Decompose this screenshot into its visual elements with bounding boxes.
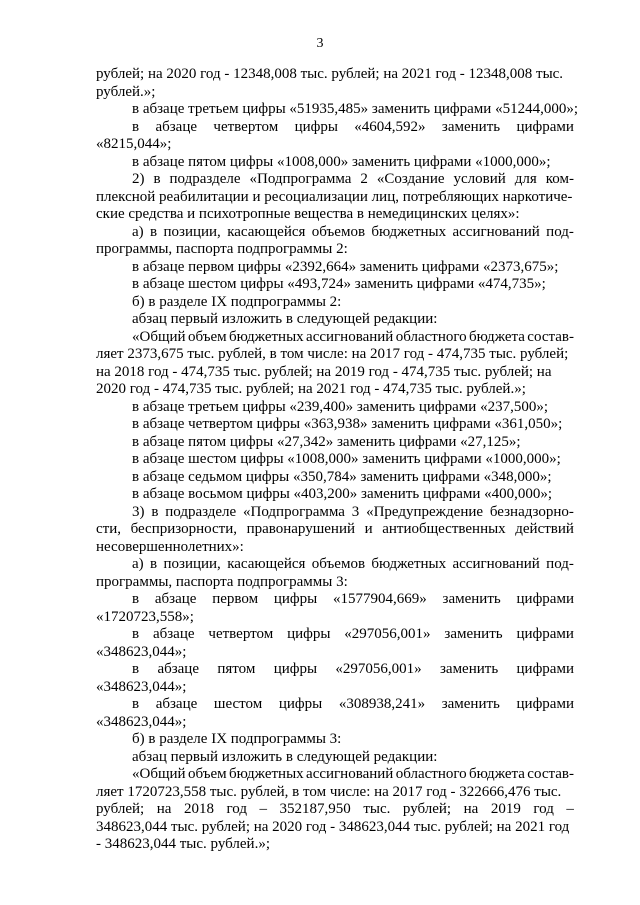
text-line: «1720723,558»;	[96, 608, 194, 625]
text-line: в абзаце пятом цифры «27,342» заменить цифрами «27,125»;	[132, 433, 521, 450]
text-line: плексной реабилитации и ресоциализации лиц, потребляющих наркотиче-	[96, 188, 573, 205]
text-line: рублей; на 2018 год – 352187,950 тыс. рублей; на 2019 год –	[96, 801, 574, 817]
text-line: ляет 2373,675 тыс. рублей, в том числе: на 2017 год - 474,735 тыс. рублей;	[96, 346, 569, 362]
text-line: в абзаце третьем цифры «239,400» заменить цифрами «237,500»;	[132, 398, 548, 415]
text-line: «8215,044»;	[96, 136, 172, 152]
text-line: 3) в подразделе «Подпрограмма 3 «Предупреждение безнадзорно-	[132, 503, 574, 520]
text-line: в абзаце четвертом цифры «297056,001» заменить цифрами	[132, 626, 574, 642]
text-line: в абзаце третьем цифры «51935,485» заменить цифрами «51244,000»;	[132, 101, 578, 117]
text-line: абзац первый изложить в следующей редакции:	[132, 748, 438, 765]
text-line: 348623,044 тыс. рублей; на 2020 год - 348623,044 тыс. рублей; на 2021 год	[96, 818, 570, 835]
text-line: в абзаце восьмом цифры «403,200» заменить цифрами «400,000»;	[132, 486, 553, 502]
text-line: в абзаце четвертом цифры «4604,592» заменить цифрами	[132, 118, 574, 135]
text-line: в абзаце четвертом цифры «363,938» заменить цифрами «361,050»;	[132, 416, 563, 432]
text-line: несовершеннолетних»:	[96, 538, 244, 555]
text-line: абзац первый изложить в следующей редакции:	[132, 311, 438, 327]
text-line: 2020 год - 474,735 тыс. рублей; на 2021 год - 474,735 тыс. рублей.»;	[96, 381, 526, 397]
text-line: «Общий объем бюджетных ассигнований областного бюджета состав-	[132, 766, 574, 782]
text-line: в абзаце седьмом цифры «350,784» заменить цифрами «348,000»;	[132, 468, 552, 485]
text-line: а) в позиции, касающейся объемов бюджетных ассигнований под-	[132, 223, 574, 240]
text-line: в абзаце первом цифры «1577904,669» заменить цифрами	[132, 591, 574, 607]
text-line: в абзаце шестом цифры «493,724» заменить цифрами «474,735»;	[132, 276, 546, 292]
text-line: программы, паспорта подпрограммы 2:	[96, 241, 348, 257]
text-line: в абзаце пятом цифры «1008,000» заменить цифрами «1000,000»;	[132, 153, 551, 170]
text-line: рублей.»;	[96, 83, 156, 100]
text-line: «348623,044»;	[96, 713, 187, 730]
text-line: сти, беспризорности, правонарушений и антиобщественных действий	[96, 521, 574, 537]
text-line: ские средства и психотропные вещества в немедицинских целях»:	[96, 206, 520, 222]
text-line: в абзаце шестом цифры «1008,000» заменить цифрами «1000,000»;	[132, 451, 561, 467]
text-line: в абзаце шестом цифры «308938,241» заменить цифрами	[132, 696, 574, 712]
text-line: на 2018 год - 474,735 тыс. рублей; на 2019 год - 474,735 тыс. рублей; на	[96, 363, 552, 380]
page-number: 3	[316, 36, 324, 51]
text-line: 2) в подразделе «Подпрограмма 2 «Создание условий для ком-	[132, 171, 574, 187]
text-line: ляет 1720723,558 тыс. рублей, в том числе: на 2017 год - 322666,476 тыс.	[96, 783, 562, 800]
text-line: рублей; на 2020 год - 12348,008 тыс. рублей; на 2021 год - 12348,008 тыс.	[96, 66, 564, 82]
text-line: в абзаце пятом цифры «297056,001» заменить цифрами	[132, 661, 574, 677]
text-line: а) в позиции, касающейся объемов бюджетных ассигнований под-	[132, 556, 574, 572]
text-line: б) в разделе IX подпрограммы 2:	[132, 293, 342, 310]
text-line: - 348623,044 тыс. рублей.»;	[96, 836, 270, 852]
text-line: в абзаце первом цифры «2392,664» заменить цифрами «2373,675»;	[132, 258, 559, 275]
text-line: «348623,044»;	[96, 678, 187, 695]
document-body	[96, 66, 578, 854]
text-line: б) в разделе IX подпрограммы 3:	[132, 731, 342, 747]
text-line: программы, паспорта подпрограммы 3:	[96, 573, 348, 590]
text-line: «348623,044»;	[96, 643, 187, 660]
text-line: «Общий объем бюджетных ассигнований областного бюджета состав-	[132, 328, 574, 345]
